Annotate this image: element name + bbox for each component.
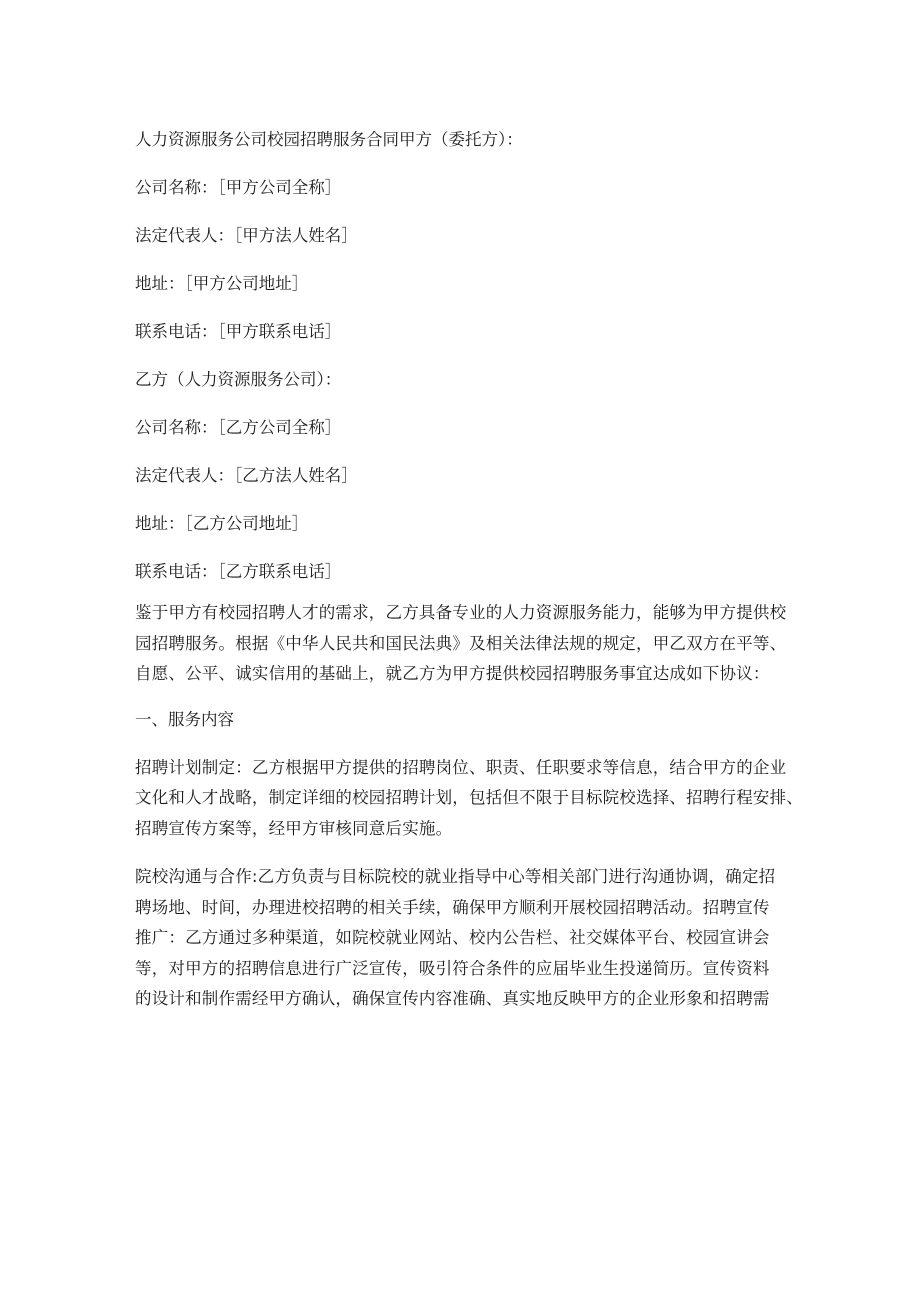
party-b-company-name: 公司名称：［乙方公司全称］	[135, 418, 342, 437]
clause-line: 等，对甲方的招聘信息进行广泛宣传，吸引符合条件的应届毕业生投递简历。宣传资料	[135, 958, 770, 978]
clause-line: 的设计和制作需经甲方确认，确保宣传内容准确、真实地反映甲方的企业形象和招聘需	[135, 989, 770, 1008]
clause-line: 推广：乙方通过多种渠道，如院校就业网站、校内公告栏、社交媒体平台、校园宣讲会	[135, 928, 770, 947]
party-a-phone: 联系电话：［甲方联系电话］	[135, 322, 342, 341]
clause-campus-communication	[135, 862, 797, 1015]
party-b-legal-rep: 法定代表人：［乙方法人姓名］	[135, 466, 358, 485]
party-a-legal-rep: 法定代表人：［甲方法人姓名］	[135, 226, 358, 245]
contract-title: 人力资源服务公司校园招聘服务合同甲方（委托方）：	[135, 130, 523, 149]
preamble-line: 自愿、公平、诚实信用的基础上，就乙方为甲方提供校园招聘服务事宜达成如下协议：	[135, 664, 770, 683]
contract-body	[135, 128, 803, 1033]
preamble-line: 园招聘服务。根据《中华人民共和国民法典》及相关法律法规的规定，甲乙双方在平等、	[135, 633, 787, 653]
party-a-company-name: 公司名称：［甲方公司全称］	[135, 178, 342, 197]
preamble-line: 鉴于甲方有校园招聘人才的需求，乙方具备专业的人力资源服务能力，能够为甲方提供校	[135, 603, 787, 622]
party-b-address: 地址：［乙方公司地址］	[135, 514, 309, 533]
party-a-address: 地址：［甲方公司地址］	[135, 274, 309, 293]
party-b-phone: 联系电话：［乙方联系电话］	[135, 562, 342, 581]
preamble-paragraph	[135, 598, 797, 690]
party-b-heading: 乙方（人力资源服务公司）：	[135, 370, 342, 389]
clause-line: 聘场地、时间，办理进校招聘的相关手续，确保甲方顺利开展校园招聘活动。招聘宣传	[135, 897, 770, 917]
clause-line: 招聘宣传方案等，经甲方审核同意后实施。	[135, 818, 453, 838]
clause-line: 招聘计划制定：乙方根据甲方提供的招聘岗位、职责、任职要求等信息，结合甲方的企业	[135, 757, 787, 777]
clause-line: 院校沟通与合作:乙方负责与目标院校的就业指导中心等相关部门进行沟通协调，确定招	[135, 867, 776, 886]
section-1-heading: 一、服务内容	[135, 709, 234, 729]
clause-recruitment-plan	[135, 753, 803, 845]
clause-line: 文化和人才战略，制定详细的校园招聘计划，包括但不限于目标院校选择、招聘行程安排、	[135, 788, 803, 807]
